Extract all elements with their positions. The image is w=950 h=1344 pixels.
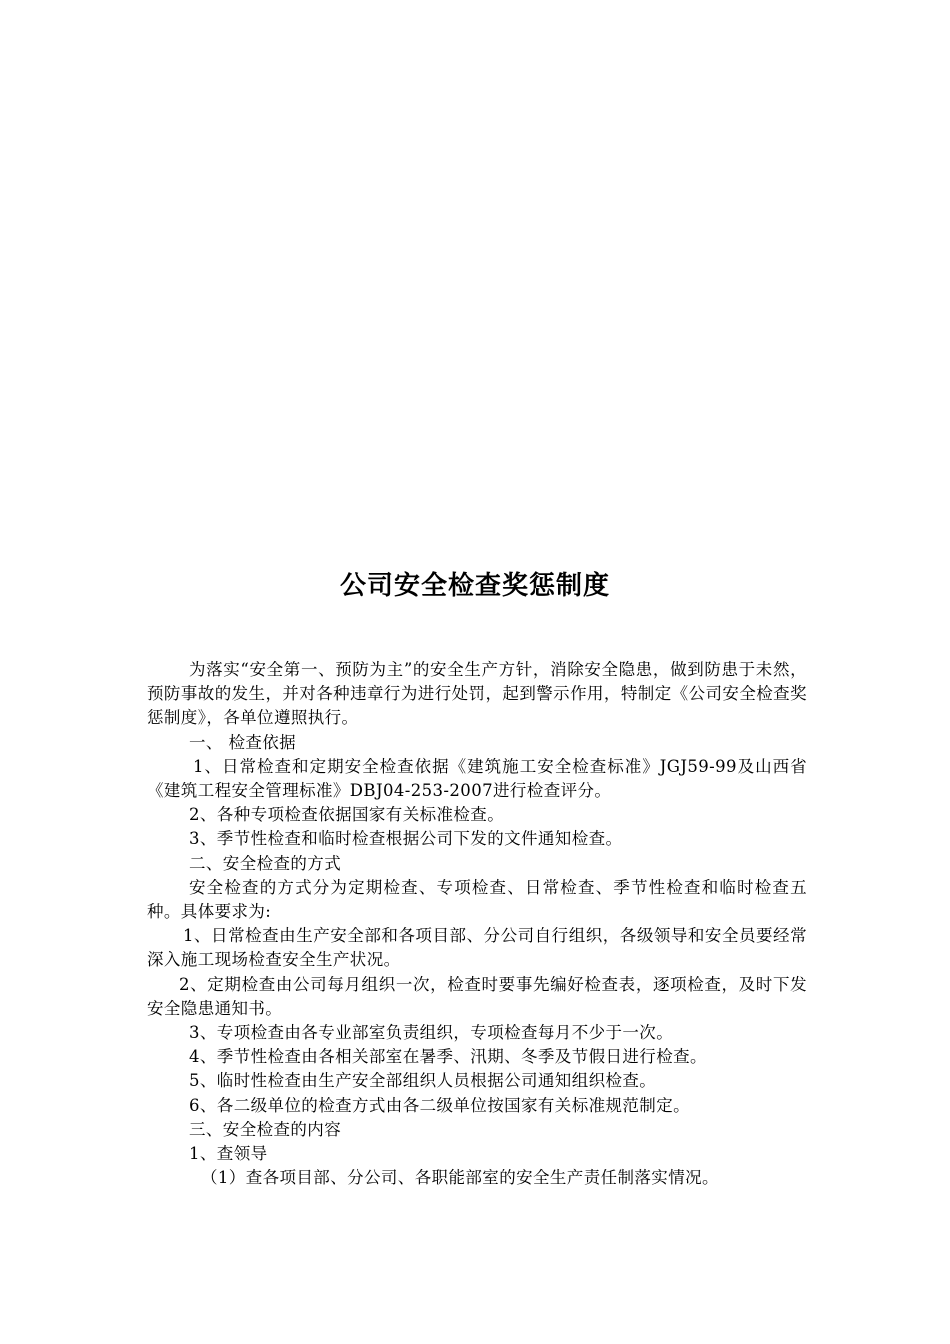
paragraph-basis-3: 3、季节性检查和临时检查根据公司下发的文件通知检查。	[189, 829, 623, 849]
paragraph-method-6: 6、各二级单位的检查方式由各二级单位按国家有关标准规范制定。	[189, 1095, 690, 1115]
intro-paragraph: 为落实“安全第一、预防为主”的安全生产方针，消除安全隐患，做到防患于未然，预防事故的发生，并对各种违章行为进行处罚，起到警示作用，特制定《公司安全检查奖惩制度》，各单位遵照执行。	[147, 660, 807, 728]
paragraph-method-3: 3、专项检查由各专业部室负责组织，专项检查每月不少于一次。	[189, 1023, 674, 1043]
paragraph-basis-1: 1、日常检查和定期安全检查依据《建筑施工安全检查标准》JGJ59-99及山西省《建筑工程安全管理标准》DBJ04-253-2007进行检查评分。	[147, 756, 807, 801]
paragraph-methods-intro: 安全检查的方式分为定期检查、专项检查、日常检查、季节性检查和临时检查五种。具体要求为:	[147, 877, 807, 922]
paragraph-method-1: 1、日常检查由生产安全部和各项目部、分公司自行组织，各级领导和安全员要经常深入施工现场检查安全生产状况。	[147, 926, 807, 970]
subsection-heading-1: 1、查领导	[189, 1144, 268, 1164]
paragraph-method-5: 5、临时性检查由生产安全部组织人员根据公司通知组织检查。	[189, 1071, 657, 1091]
document-body	[147, 658, 807, 1190]
section-heading-3: 三、安全检查的内容	[189, 1119, 342, 1139]
document-title: 公司安全检查奖惩制度	[339, 571, 610, 601]
section-heading-1: 一、 检查依据	[189, 732, 297, 752]
paragraph-method-2: 2、定期检查由公司每月组织一次，检查时要事先编好检查表，逐项检查，及时下发安全隐患通知书。	[147, 974, 807, 1018]
section-heading-2: 二、安全检查的方式	[189, 853, 342, 873]
paragraph-method-4: 4、季节性检查由各相关部室在暑季、汛期、冬季及节假日进行检查。	[189, 1047, 707, 1067]
paragraph-basis-2: 2、各种专项检查依据国家有关标准检查。	[189, 805, 505, 825]
paragraph-content-1: （1）查各项目部、分公司、各职能部室的安全生产责任制落实情况。	[201, 1168, 719, 1188]
